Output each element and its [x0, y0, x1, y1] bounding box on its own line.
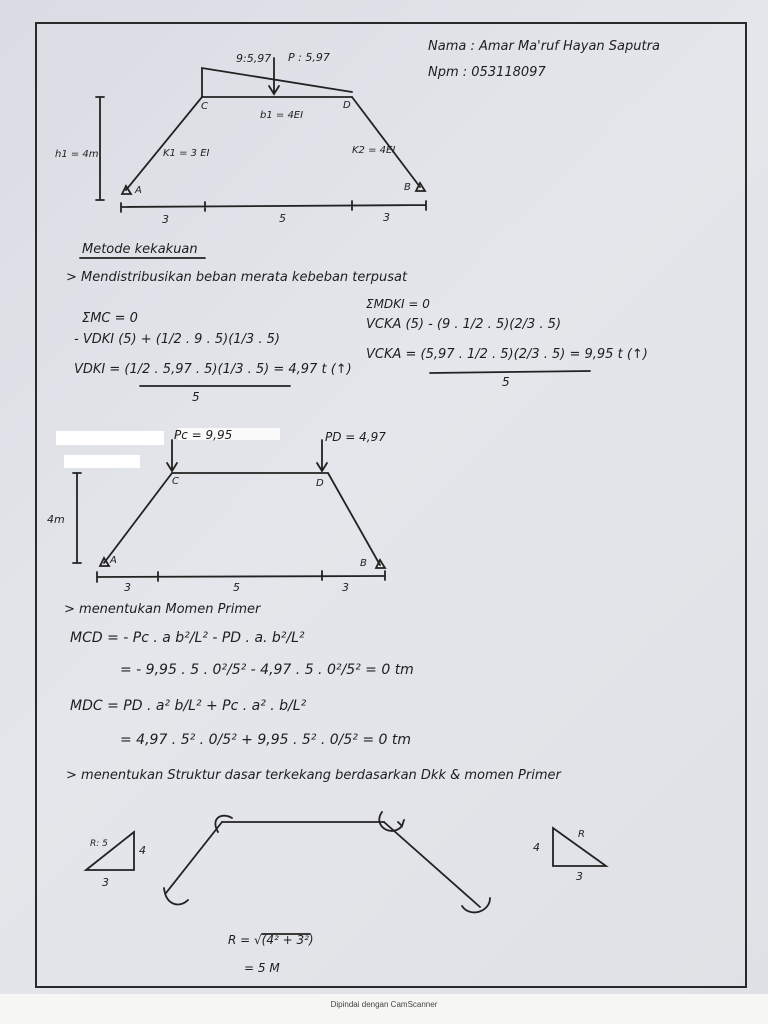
step1-right-2: VCKA (5) - (9 . 1/2 . 5)(2/3 . 5) [366, 317, 562, 332]
d2-load-pc: Pc = 9,95 [174, 428, 233, 442]
d2-label-d: D [316, 478, 324, 489]
r-result: = 5 M [244, 961, 280, 975]
step1-left-1: ΣMC = 0 [82, 311, 138, 326]
fraction-line-right [430, 371, 590, 373]
d2-dim-2: 5 [233, 581, 240, 594]
step1-right-3: VCKA = (5,97 . 1/2 . 5)(2/3 . 5) = 9,95 t (↑) [366, 347, 648, 362]
step2-title: > menentukan Momen Primer [64, 602, 261, 617]
frame2-load-d [317, 440, 327, 471]
frame1-left-column [126, 97, 202, 190]
d2-label-c: C [172, 476, 179, 487]
mcd-formula: MCD = - Pc . a b²/L² - PD . a. b²/L² [70, 630, 305, 646]
triangle-left [86, 832, 134, 870]
frame1-right-column [352, 97, 420, 187]
frame3-moment-c [215, 816, 232, 832]
whiteout-2 [64, 455, 140, 468]
d1-label-c: C [201, 101, 208, 112]
step1-title: > Mendistribusikan beban merata kebeban terpusat [66, 270, 408, 285]
student-npm: Npm : 053118097 [428, 65, 546, 80]
d1-dim-1: 3 [162, 213, 169, 226]
mdc-formula: MDC = PD . a² b/L² + Pc . a² . b/L² [70, 698, 307, 714]
d1-load-q: 9:5,97 [236, 52, 272, 65]
step1-left-denominator: 5 [192, 390, 200, 404]
step1-right-denominator: 5 [502, 375, 510, 389]
scanner-watermark: Dipindai dengan CamScanner [330, 1000, 438, 1009]
d2-dim-1: 3 [124, 581, 131, 594]
d1-label-a: A [135, 185, 142, 196]
frame2-right-column [328, 473, 380, 565]
student-name: Nama : Amar Ma'ruf Hayan Saputra [428, 39, 660, 54]
mdc-result: = 4,97 . 5² . 0/5² + 9,95 . 5² . 0/5² = 0 tm [120, 732, 411, 748]
tri-right-height: 4 [533, 841, 540, 854]
d1-dim-3: 3 [383, 211, 390, 224]
d1-right-stiffness: K2 = 4EI [352, 145, 396, 156]
frame3-right-column [384, 822, 480, 907]
frame2-load-c [167, 440, 177, 471]
frame1-span-dim [121, 201, 426, 212]
d1-left-stiffness: K1 = 3 EI [163, 148, 210, 159]
step1-right-1: ΣMDKI = 0 [366, 297, 430, 311]
step3-title: > menentukan Struktur dasar terkekang berdasarkan Dkk & momen Primer [66, 768, 561, 783]
step1-left-2: - VDKI (5) + (1/2 . 9 . 5)(1/3 . 5) [74, 332, 280, 347]
metode-heading: Metode kekakuan [82, 242, 198, 257]
d2-label-b: B [360, 558, 367, 569]
d2-height: 4m [47, 513, 65, 526]
mcd-result: = - 9,95 . 5 . 0²/5² - 4,97 . 5 . 0²/5² = 0 tm [120, 662, 414, 678]
frame3-left-column [166, 822, 222, 893]
tri-left-hyp: R: 5 [90, 839, 108, 849]
d1-beam-stiffness: b1 = 4EI [260, 110, 304, 121]
step1-left-3: VDKI = (1/2 . 5,97 . 5)(1/3 . 5) = 4,97 t (↑) [74, 362, 352, 377]
d2-label-a: A [110, 555, 117, 566]
d2-dim-3: 3 [342, 581, 349, 594]
whiteout-1 [56, 431, 164, 445]
tri-left-height: 4 [139, 844, 146, 857]
d1-load-p: P : 5,97 [288, 51, 330, 64]
frame1-triangular-load [202, 68, 352, 97]
tri-right-hyp: R [578, 829, 585, 840]
d1-height: h1 = 4m [55, 149, 99, 160]
d1-dim-2: 5 [279, 212, 286, 225]
d1-label-b: B [404, 182, 411, 193]
d1-label-d: D [343, 100, 351, 111]
tri-left-base: 3 [102, 876, 109, 889]
frame3-moment-b [462, 898, 490, 912]
r-formula: R = √(4² + 3²) [228, 933, 314, 947]
frame2-left-column [104, 473, 172, 563]
frame2-height-dim [73, 473, 81, 563]
tri-right-base: 3 [576, 870, 583, 883]
d2-load-pd: PD = 4,97 [325, 430, 386, 444]
